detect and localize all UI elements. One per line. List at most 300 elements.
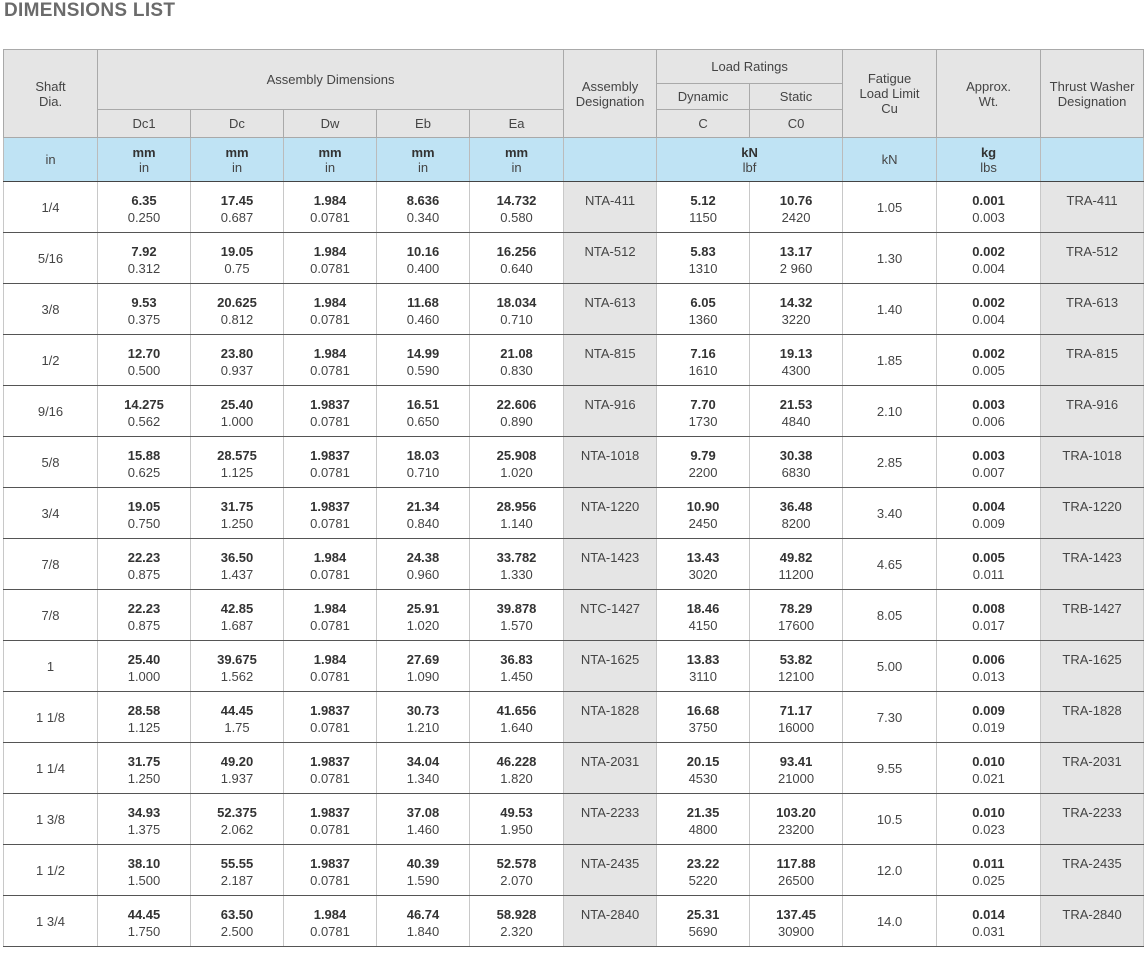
c0-primary-value: 21.53	[779, 397, 813, 412]
dw-secondary-value: 0.0781	[310, 567, 350, 582]
dc-primary-value: 17.45	[220, 193, 254, 208]
table-row	[4, 233, 1144, 284]
wt-secondary-value: 0.004	[972, 261, 1005, 276]
ea-primary-value: 18.034	[496, 295, 537, 310]
eb-cell	[377, 335, 470, 386]
dc-secondary-value: 1.687	[220, 618, 254, 633]
weight-cell	[937, 182, 1041, 233]
c0-primary-value: 78.29	[779, 601, 813, 616]
eb-cell	[377, 590, 470, 641]
ea-secondary-value: 2.320	[500, 924, 533, 939]
assembly-designation-cell: NTA-1828	[564, 692, 657, 743]
table-row	[4, 794, 1144, 845]
dw-primary-value: 1.984	[313, 550, 347, 565]
dw-cell	[284, 641, 377, 692]
dc-secondary-value: 1.937	[220, 771, 254, 786]
c-secondary-value: 4530	[688, 771, 718, 786]
assembly-designation-cell: NTA-613	[564, 284, 657, 335]
ea-secondary-value: 0.890	[500, 414, 533, 429]
dynamic-load-cell	[657, 590, 750, 641]
dynamic-load-cell	[657, 386, 750, 437]
dc1-primary-value: 25.40	[127, 652, 161, 667]
dc1-primary-value: 22.23	[127, 601, 161, 616]
ea-primary-value: 25.908	[496, 448, 537, 463]
dc1-primary-value: 38.10	[127, 856, 161, 871]
ea-cell	[470, 386, 564, 437]
weight-cell	[937, 743, 1041, 794]
header-dc: Dc	[191, 110, 284, 138]
c-secondary-value: 1730	[688, 414, 718, 429]
dw-secondary-value: 0.0781	[310, 516, 350, 531]
unit-assy	[564, 138, 657, 182]
dw-cell	[284, 488, 377, 539]
dc-primary-value: 39.675	[217, 652, 257, 667]
dw-cell	[284, 437, 377, 488]
shaft-dia-cell: 5/8	[4, 437, 98, 488]
c-primary-value: 7.70	[690, 397, 716, 412]
page-title: DIMENSIONS LIST	[4, 0, 176, 21]
fatigue-limit-cell: 5.00	[843, 641, 937, 692]
weight-cell	[937, 641, 1041, 692]
dynamic-load-cell	[657, 845, 750, 896]
dc1-secondary-value: 0.500	[127, 363, 161, 378]
eb-secondary-value: 1.460	[406, 822, 440, 837]
dw-secondary-value: 0.0781	[310, 924, 350, 939]
header-approx-wt: Approx. Wt.	[937, 50, 1041, 138]
wt-primary-value: 0.009	[972, 703, 1005, 718]
eb-cell	[377, 692, 470, 743]
dynamic-load-cell	[657, 794, 750, 845]
dc-cell	[191, 335, 284, 386]
dc-secondary-value: 2.500	[220, 924, 254, 939]
ea-cell	[470, 488, 564, 539]
c0-secondary-value: 17600	[777, 618, 815, 633]
assembly-designation-cell: NTA-2031	[564, 743, 657, 794]
dc1-secondary-value: 0.375	[127, 312, 161, 327]
ea-secondary-value: 0.710	[500, 312, 533, 327]
c-secondary-value: 2450	[688, 516, 718, 531]
c0-secondary-value: 21000	[777, 771, 815, 786]
c-primary-value: 20.15	[686, 754, 720, 769]
thrust-washer-cell: TRA-1018	[1041, 437, 1144, 488]
dc1-primary-value: 12.70	[127, 346, 161, 361]
eb-secondary-value: 0.400	[406, 261, 440, 276]
dynamic-load-cell	[657, 335, 750, 386]
dw-cell	[284, 845, 377, 896]
dc-primary-value: 28.575	[217, 448, 257, 463]
fatigue-limit-cell: 2.10	[843, 386, 937, 437]
dc1-cell	[98, 539, 191, 590]
eb-secondary-value: 1.020	[406, 618, 440, 633]
dc1-secondary-value: 1.500	[127, 873, 161, 888]
dw-secondary-value: 0.0781	[310, 669, 350, 684]
dc1-secondary-value: 0.750	[127, 516, 161, 531]
eb-secondary-value: 0.590	[406, 363, 440, 378]
c-primary-value: 13.43	[686, 550, 720, 565]
dw-primary-value: 1.9837	[310, 448, 350, 463]
dc-primary-value: 23.80	[220, 346, 254, 361]
dw-cell	[284, 386, 377, 437]
unit-ea: mm in	[470, 138, 564, 182]
eb-primary-value: 21.34	[406, 499, 440, 514]
c-secondary-value: 1310	[688, 261, 718, 276]
c0-secondary-value: 30900	[777, 924, 815, 939]
eb-primary-value: 24.38	[406, 550, 440, 565]
ea-secondary-value: 1.330	[500, 567, 533, 582]
header-static: Static	[750, 84, 843, 110]
ea-cell	[470, 896, 564, 947]
dc1-primary-value: 31.75	[127, 754, 161, 769]
dc-primary-value: 25.40	[220, 397, 254, 412]
header-c0: C0	[750, 110, 843, 138]
dw-secondary-value: 0.0781	[310, 210, 350, 225]
dc-primary-value: 20.625	[217, 295, 257, 310]
header-load-ratings: Load Ratings	[657, 50, 843, 84]
dc-secondary-value: 1.125	[220, 465, 254, 480]
dc1-primary-value: 34.93	[127, 805, 161, 820]
ea-primary-value: 58.928	[496, 907, 537, 922]
wt-primary-value: 0.006	[972, 652, 1005, 667]
c-secondary-value: 2200	[688, 465, 718, 480]
eb-secondary-value: 0.840	[406, 516, 440, 531]
wt-primary-value: 0.005	[972, 550, 1005, 565]
table-row	[4, 539, 1144, 590]
eb-cell	[377, 488, 470, 539]
c-primary-value: 23.22	[686, 856, 720, 871]
ea-primary-value: 33.782	[496, 550, 537, 565]
dw-primary-value: 1.9837	[310, 703, 350, 718]
ea-cell	[470, 335, 564, 386]
eb-secondary-value: 0.460	[406, 312, 440, 327]
dynamic-load-cell	[657, 233, 750, 284]
dc-primary-value: 31.75	[220, 499, 254, 514]
dc1-secondary-value: 0.875	[127, 567, 161, 582]
table-row	[4, 845, 1144, 896]
dw-secondary-value: 0.0781	[310, 363, 350, 378]
dynamic-load-cell	[657, 437, 750, 488]
assembly-designation-cell: NTA-815	[564, 335, 657, 386]
thrust-washer-cell: TRA-411	[1041, 182, 1144, 233]
dw-primary-value: 1.9837	[310, 499, 350, 514]
header-assembly-designation: Assembly Designation	[564, 50, 657, 138]
wt-secondary-value: 0.019	[972, 720, 1005, 735]
dc1-cell	[98, 896, 191, 947]
dc-cell	[191, 437, 284, 488]
dw-cell	[284, 743, 377, 794]
dc-cell	[191, 182, 284, 233]
eb-secondary-value: 1.090	[406, 669, 440, 684]
static-load-cell	[750, 590, 843, 641]
c0-primary-value: 93.41	[779, 754, 813, 769]
dc1-secondary-value: 0.562	[127, 414, 161, 429]
dw-primary-value: 1.984	[313, 193, 347, 208]
ea-cell	[470, 743, 564, 794]
dw-primary-value: 1.984	[313, 295, 347, 310]
header-thrust-washer: Thrust Washer Designation	[1041, 50, 1144, 138]
c-primary-value: 18.46	[686, 601, 720, 616]
ea-primary-value: 49.53	[500, 805, 533, 820]
c0-secondary-value: 8200	[781, 516, 811, 531]
dw-primary-value: 1.984	[313, 652, 347, 667]
fatigue-limit-cell: 4.65	[843, 539, 937, 590]
unit-load: kN lbf	[657, 138, 843, 182]
dynamic-load-cell	[657, 692, 750, 743]
dw-secondary-value: 0.0781	[310, 618, 350, 633]
dc1-primary-value: 44.45	[127, 907, 161, 922]
c-secondary-value: 3750	[688, 720, 718, 735]
fatigue-limit-cell: 1.85	[843, 335, 937, 386]
static-load-cell	[750, 692, 843, 743]
ea-primary-value: 52.578	[496, 856, 537, 871]
dc1-cell	[98, 743, 191, 794]
eb-cell	[377, 794, 470, 845]
static-load-cell	[750, 386, 843, 437]
dynamic-load-cell	[657, 539, 750, 590]
static-load-cell	[750, 233, 843, 284]
ea-secondary-value: 1.640	[500, 720, 533, 735]
ea-primary-value: 16.256	[496, 244, 537, 259]
table-row	[4, 386, 1144, 437]
ea-cell	[470, 692, 564, 743]
ea-cell	[470, 437, 564, 488]
dc1-cell	[98, 590, 191, 641]
weight-cell	[937, 539, 1041, 590]
c-primary-value: 10.90	[686, 499, 720, 514]
c-secondary-value: 3110	[689, 669, 718, 684]
dc-cell	[191, 641, 284, 692]
dc1-primary-value: 15.88	[127, 448, 161, 463]
c0-primary-value: 14.32	[779, 295, 813, 310]
dc1-cell	[98, 233, 191, 284]
weight-cell	[937, 590, 1041, 641]
fatigue-limit-cell: 1.05	[843, 182, 937, 233]
c-primary-value: 7.16	[690, 346, 716, 361]
shaft-dia-cell: 1 3/4	[4, 896, 98, 947]
wt-primary-value: 0.011	[972, 856, 1005, 871]
c0-secondary-value: 6830	[781, 465, 811, 480]
ea-cell	[470, 233, 564, 284]
dc-secondary-value: 0.937	[220, 363, 254, 378]
ea-secondary-value: 0.580	[500, 210, 533, 225]
ea-primary-value: 46.228	[496, 754, 537, 769]
wt-secondary-value: 0.023	[972, 822, 1005, 837]
dw-cell	[284, 794, 377, 845]
static-load-cell	[750, 488, 843, 539]
ea-secondary-value: 1.450	[500, 669, 533, 684]
eb-secondary-value: 0.710	[406, 465, 440, 480]
fatigue-limit-cell: 1.40	[843, 284, 937, 335]
wt-secondary-value: 0.004	[972, 312, 1005, 327]
dc1-secondary-value: 1.750	[127, 924, 161, 939]
c-primary-value: 5.83	[690, 244, 716, 259]
wt-secondary-value: 0.013	[972, 669, 1005, 684]
eb-cell	[377, 233, 470, 284]
assembly-designation-cell: NTA-1220	[564, 488, 657, 539]
unit-washer	[1041, 138, 1144, 182]
table-row	[4, 284, 1144, 335]
static-load-cell	[750, 539, 843, 590]
thrust-washer-cell: TRA-1828	[1041, 692, 1144, 743]
eb-primary-value: 16.51	[406, 397, 440, 412]
shaft-dia-cell: 1 3/8	[4, 794, 98, 845]
wt-primary-value: 0.003	[972, 448, 1005, 463]
eb-secondary-value: 0.960	[406, 567, 440, 582]
assembly-designation-cell: NTA-411	[564, 182, 657, 233]
shaft-dia-cell: 1/2	[4, 335, 98, 386]
dw-primary-value: 1.9837	[310, 397, 350, 412]
c0-secondary-value: 2 960	[779, 261, 813, 276]
c0-secondary-value: 2420	[781, 210, 811, 225]
dc-cell	[191, 896, 284, 947]
wt-secondary-value: 0.011	[972, 567, 1005, 582]
wt-primary-value: 0.003	[972, 397, 1005, 412]
assembly-designation-cell: NTA-2233	[564, 794, 657, 845]
ea-secondary-value: 2.070	[500, 873, 533, 888]
eb-cell	[377, 284, 470, 335]
dw-secondary-value: 0.0781	[310, 822, 350, 837]
ea-cell	[470, 845, 564, 896]
dw-secondary-value: 0.0781	[310, 771, 350, 786]
dc-cell	[191, 794, 284, 845]
dc-cell	[191, 284, 284, 335]
c-secondary-value: 3020	[688, 567, 718, 582]
c0-primary-value: 30.38	[779, 448, 813, 463]
thrust-washer-cell: TRA-916	[1041, 386, 1144, 437]
header-dc1: Dc1	[98, 110, 191, 138]
eb-primary-value: 37.08	[406, 805, 440, 820]
c0-primary-value: 53.82	[779, 652, 813, 667]
data-body	[4, 182, 1144, 947]
c0-secondary-value: 12100	[777, 669, 815, 684]
table-row	[4, 641, 1144, 692]
table-row	[4, 743, 1144, 794]
weight-cell	[937, 794, 1041, 845]
eb-primary-value: 46.74	[406, 907, 440, 922]
eb-primary-value: 40.39	[406, 856, 440, 871]
c0-primary-value: 19.13	[779, 346, 813, 361]
weight-cell	[937, 488, 1041, 539]
c-secondary-value: 5220	[688, 873, 718, 888]
header-c: C	[657, 110, 750, 138]
ea-primary-value: 36.83	[500, 652, 533, 667]
shaft-dia-cell: 1 1/2	[4, 845, 98, 896]
eb-secondary-value: 1.840	[406, 924, 440, 939]
assembly-designation-cell: NTA-1423	[564, 539, 657, 590]
dw-secondary-value: 0.0781	[310, 873, 350, 888]
dc1-secondary-value: 0.625	[127, 465, 161, 480]
shaft-dia-cell: 1 1/8	[4, 692, 98, 743]
c-primary-value: 6.05	[690, 295, 716, 310]
shaft-dia-cell: 9/16	[4, 386, 98, 437]
dc1-secondary-value: 0.250	[127, 210, 161, 225]
c0-secondary-value: 3220	[781, 312, 811, 327]
c-primary-value: 25.31	[686, 907, 720, 922]
static-load-cell	[750, 845, 843, 896]
ea-cell	[470, 284, 564, 335]
ea-primary-value: 41.656	[496, 703, 537, 718]
c-primary-value: 16.68	[686, 703, 720, 718]
ea-secondary-value: 1.820	[500, 771, 533, 786]
thrust-washer-cell: TRA-1625	[1041, 641, 1144, 692]
c0-primary-value: 103.20	[776, 805, 816, 820]
dc-secondary-value: 1.250	[220, 516, 254, 531]
table-row	[4, 335, 1144, 386]
dc1-cell	[98, 794, 191, 845]
dc1-cell	[98, 845, 191, 896]
eb-cell	[377, 743, 470, 794]
table-row	[4, 590, 1144, 641]
static-load-cell	[750, 335, 843, 386]
eb-secondary-value: 0.340	[406, 210, 440, 225]
eb-primary-value: 27.69	[406, 652, 440, 667]
dw-primary-value: 1.9837	[310, 856, 350, 871]
c0-secondary-value: 4840	[781, 414, 811, 429]
ea-primary-value: 21.08	[500, 346, 533, 361]
thrust-washer-cell: TRA-815	[1041, 335, 1144, 386]
dc-cell	[191, 539, 284, 590]
dc-cell	[191, 386, 284, 437]
unit-dc1: mm in	[98, 138, 191, 182]
unit-dc: mm in	[191, 138, 284, 182]
dc1-primary-value: 9.53	[131, 295, 157, 310]
wt-primary-value: 0.002	[972, 346, 1005, 361]
units-row	[4, 138, 1144, 182]
assembly-designation-cell: NTA-1018	[564, 437, 657, 488]
dc1-cell	[98, 488, 191, 539]
dc-secondary-value: 0.75	[224, 261, 250, 276]
dw-primary-value: 1.984	[313, 907, 347, 922]
dc-cell	[191, 233, 284, 284]
dw-primary-value: 1.9837	[310, 805, 350, 820]
c-secondary-value: 4800	[688, 822, 718, 837]
dc1-cell	[98, 182, 191, 233]
ea-primary-value: 22.606	[496, 397, 537, 412]
dc1-cell	[98, 641, 191, 692]
dc1-secondary-value: 0.312	[127, 261, 161, 276]
wt-secondary-value: 0.025	[972, 873, 1005, 888]
dc1-primary-value: 22.23	[127, 550, 161, 565]
c0-secondary-value: 4300	[781, 363, 811, 378]
ea-cell	[470, 182, 564, 233]
dw-secondary-value: 0.0781	[310, 414, 350, 429]
shaft-dia-cell: 1	[4, 641, 98, 692]
header-fatigue-load-limit: Fatigue Load Limit Cu	[843, 50, 937, 138]
shaft-dia-cell: 7/8	[4, 539, 98, 590]
eb-primary-value: 18.03	[406, 448, 440, 463]
c-secondary-value: 1610	[688, 363, 718, 378]
dc-cell	[191, 590, 284, 641]
fatigue-limit-cell: 1.30	[843, 233, 937, 284]
c-secondary-value: 5690	[688, 924, 718, 939]
fatigue-limit-cell: 14.0	[843, 896, 937, 947]
dc-primary-value: 52.375	[217, 805, 257, 820]
fatigue-limit-cell: 3.40	[843, 488, 937, 539]
dw-cell	[284, 692, 377, 743]
shaft-dia-cell: 3/4	[4, 488, 98, 539]
dc-primary-value: 19.05	[220, 244, 254, 259]
dc-secondary-value: 0.812	[220, 312, 254, 327]
header-dynamic: Dynamic	[657, 84, 750, 110]
dw-primary-value: 1.984	[313, 244, 347, 259]
dc1-primary-value: 6.35	[131, 193, 157, 208]
dc1-secondary-value: 1.000	[127, 669, 161, 684]
c-primary-value: 5.12	[690, 193, 716, 208]
unit-wt: kg lbs	[937, 138, 1041, 182]
dynamic-load-cell	[657, 284, 750, 335]
thrust-washer-cell: TRA-613	[1041, 284, 1144, 335]
c-primary-value: 9.79	[690, 448, 716, 463]
thrust-washer-cell: TRA-2840	[1041, 896, 1144, 947]
